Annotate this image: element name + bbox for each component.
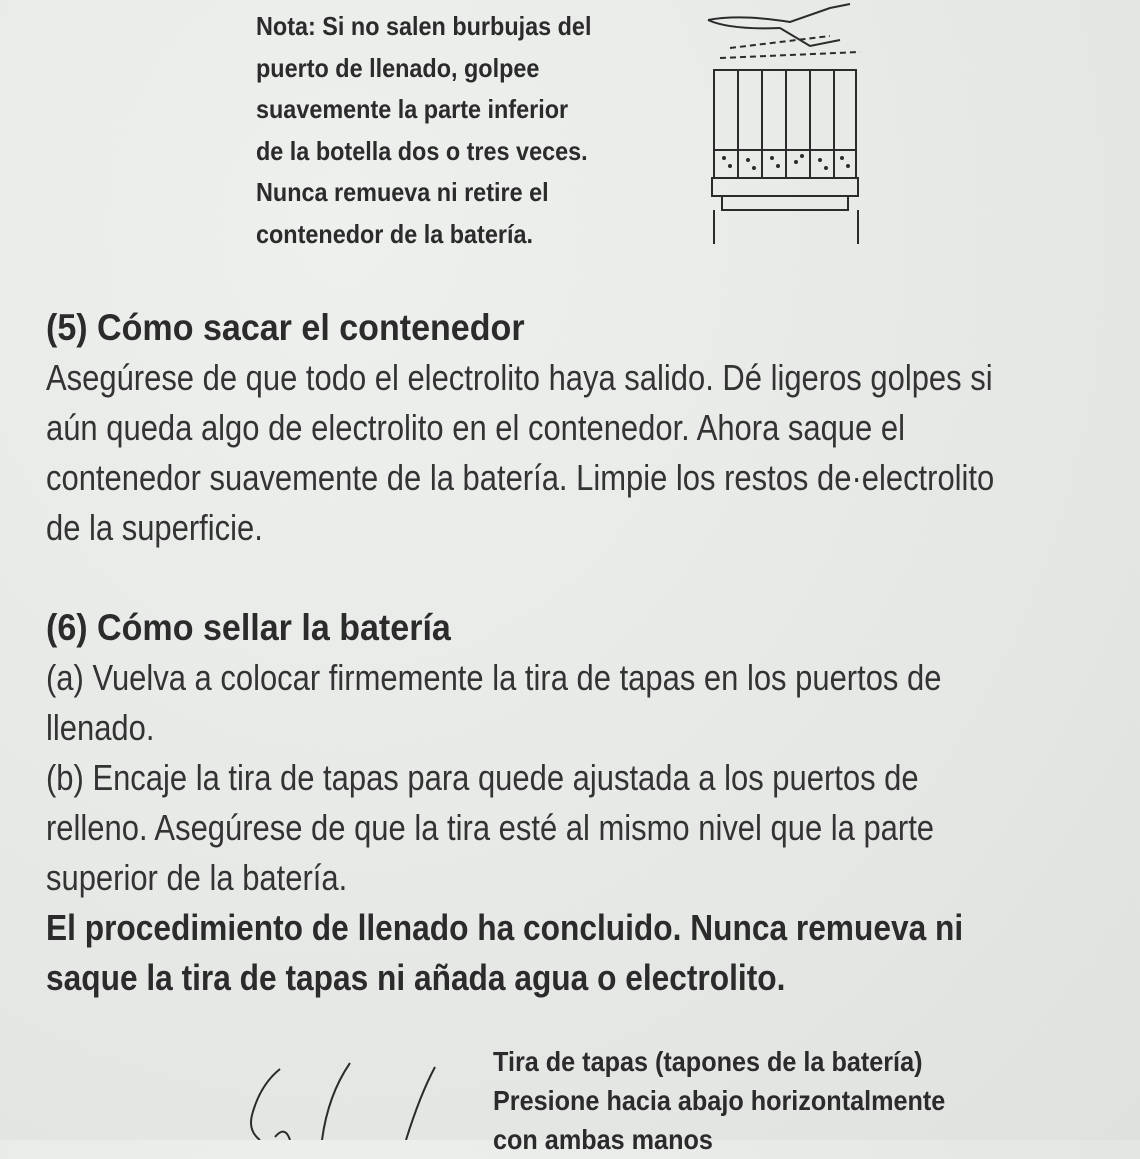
section-6-line: (a) Vuelva a colocar firmemente la tira de tapas en los puertos de <box>46 657 942 698</box>
bottle-outline <box>708 4 860 58</box>
caption-line: con ambas manos <box>493 1124 713 1155</box>
battery-illustration <box>700 0 870 250</box>
note-line: puerto de llenado, golpee <box>256 52 540 83</box>
warning-line: saque la tira de tapas ni añada agua o electrolito. <box>46 957 786 998</box>
section-6-line: (b) Encaje la tira de tapas para quede ajustada a los puertos de <box>46 757 919 798</box>
note-line: Nunca remueva ni retire el <box>256 177 549 207</box>
note-line: de la botella dos o tres veces. <box>256 135 588 166</box>
note-text <box>256 6 634 255</box>
caption-line: Presione hacia abajo horizontalmente <box>493 1085 946 1116</box>
caption-text <box>493 1042 1069 1159</box>
warning-line: El procedimiento de llenado ha concluido. Nunca remueva ni <box>46 907 964 948</box>
section-6-line: llenado. <box>46 707 155 748</box>
note-line: contenedor de la batería. <box>256 218 533 249</box>
cells-outline <box>712 70 858 244</box>
section-6-line: superior de la batería. <box>46 857 348 898</box>
section-6-heading: (6) Cómo sellar la batería <box>46 607 451 648</box>
section-5-line: aún queda algo de electrolito en el contenedor. Ahora saque el <box>46 407 905 448</box>
note-line: Nota: Si no salen burbujas del <box>256 11 592 41</box>
caption-line: Tira de tapas (tapones de la batería) <box>493 1046 923 1077</box>
section-5-line: de la superficie. <box>46 507 263 548</box>
section-5-line: contenedor suavemente de la batería. Limpie los restos de·electrolito <box>46 457 995 498</box>
section-5 <box>46 303 1126 553</box>
note-line: suavemente la parte inferior <box>256 94 569 124</box>
section-5-heading: (5) Cómo sacar el contenedor <box>46 307 525 348</box>
hands-illustration <box>230 1055 450 1140</box>
hands-outline <box>251 1063 435 1140</box>
section-6-line: relleno. Asegúrese de que la tira esté al mismo nivel que la parte <box>46 807 935 848</box>
section-5-line: Asegúrese de que todo el electrolito haya salido. Dé ligeros golpes si <box>46 357 993 398</box>
section-6 <box>46 603 1126 1003</box>
